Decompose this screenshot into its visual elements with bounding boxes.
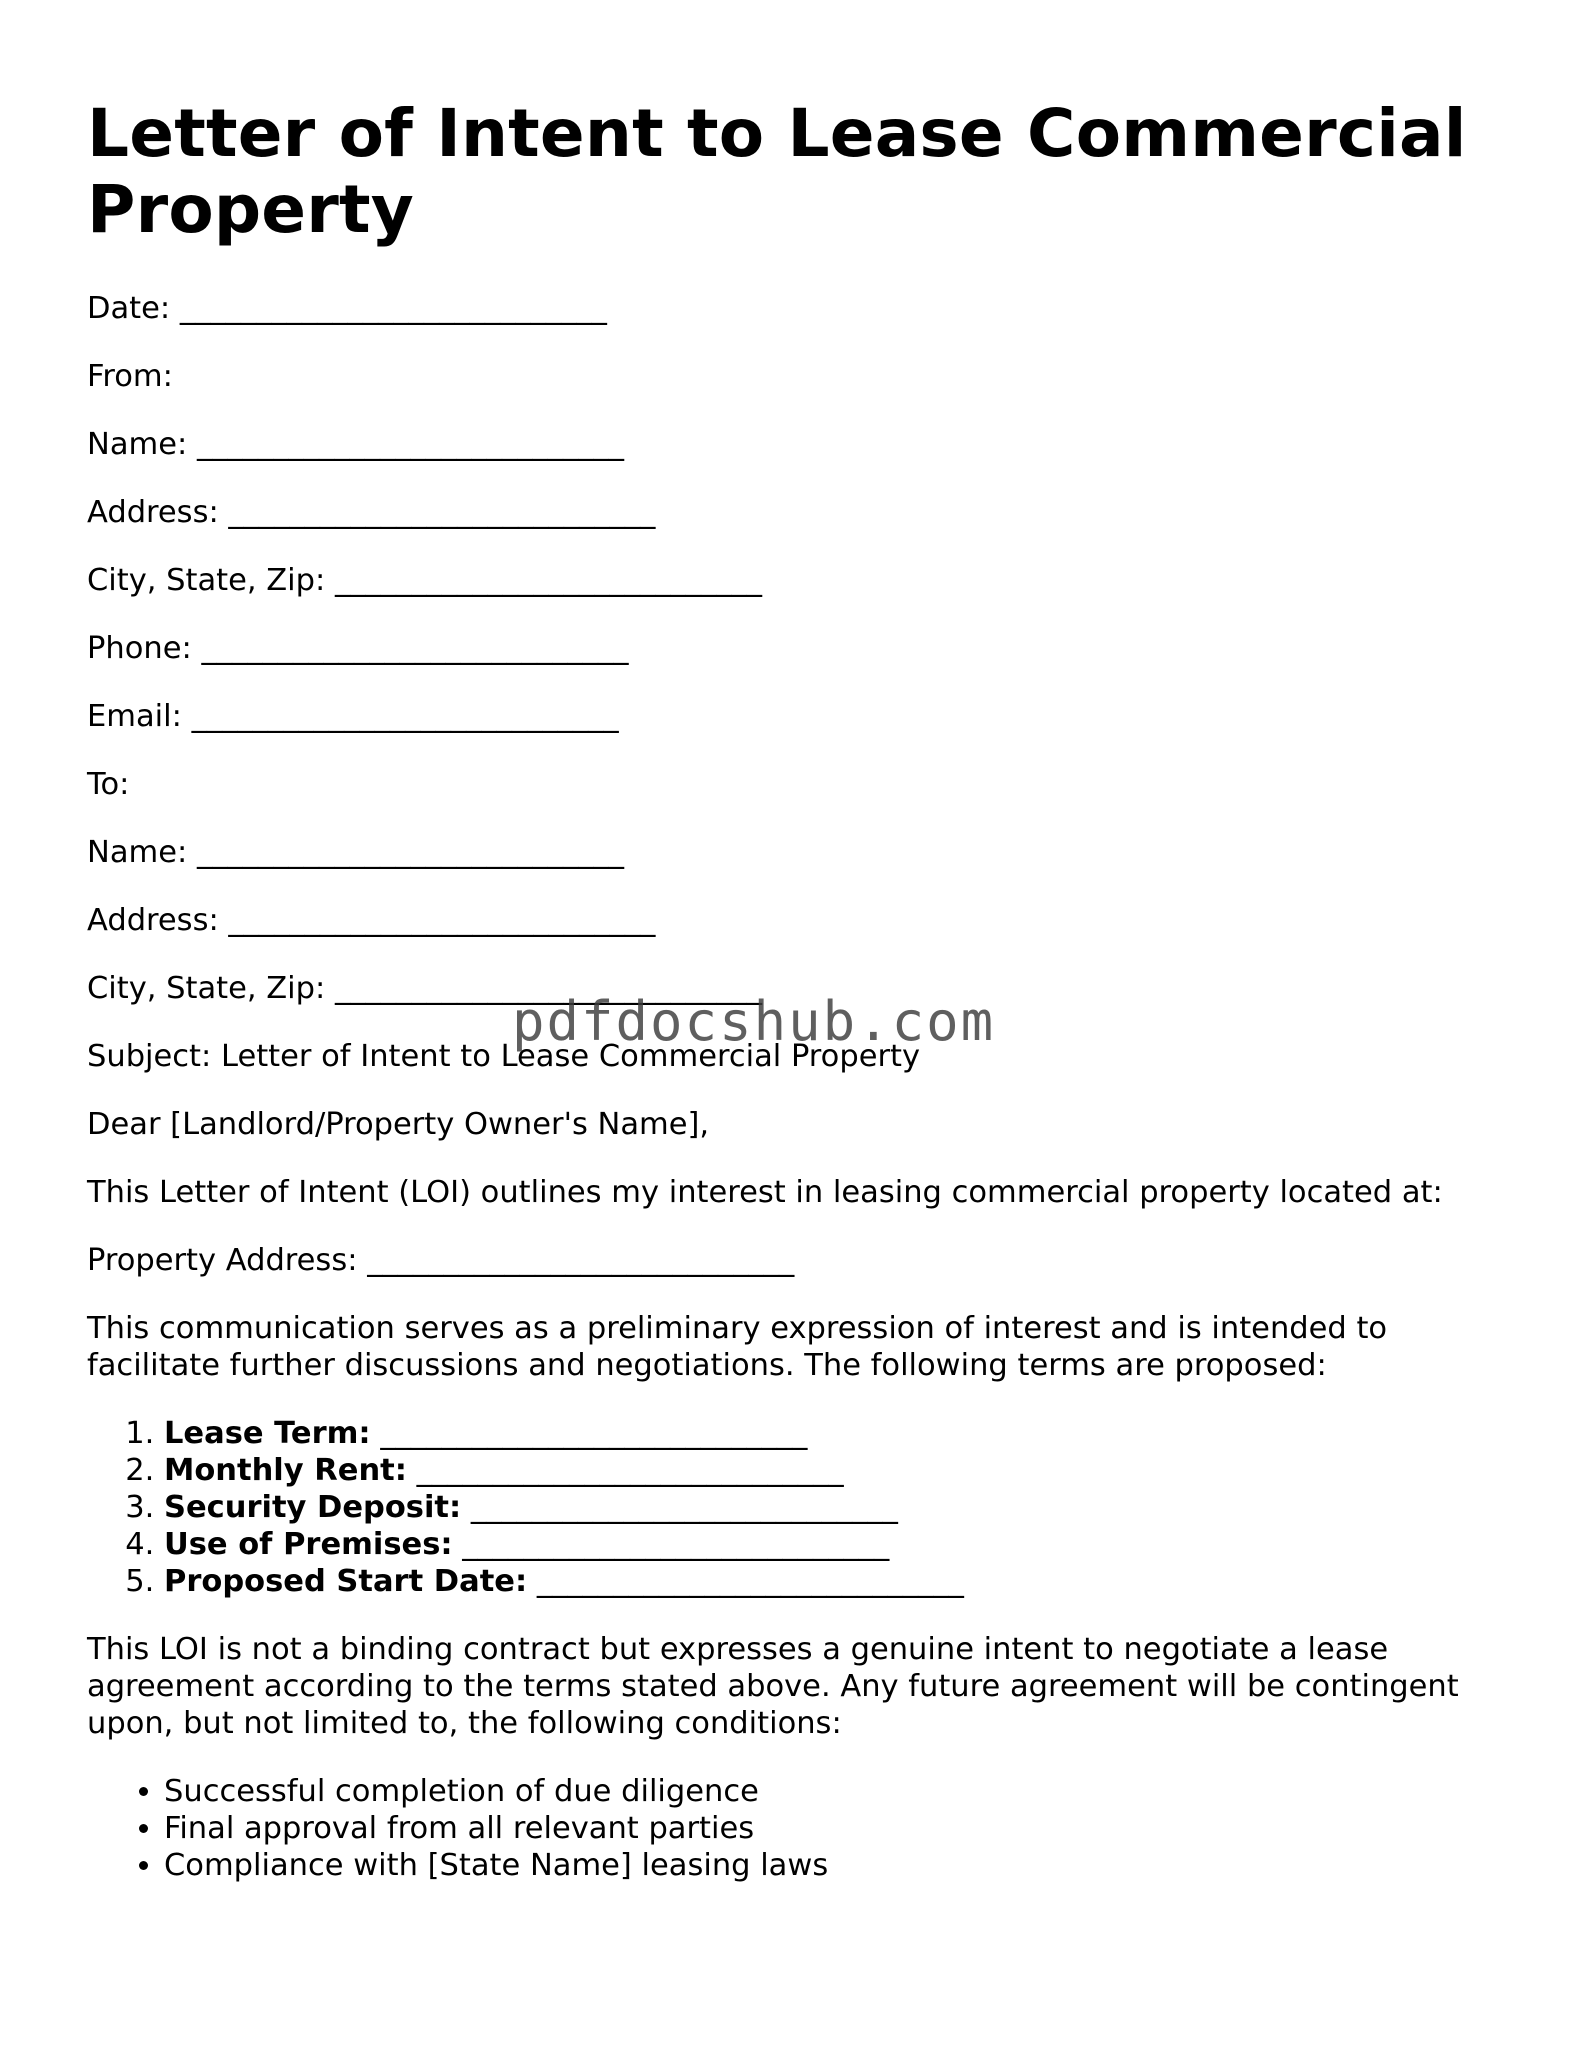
term-label: Security Deposit:	[164, 1490, 462, 1525]
from-phone-field: Phone: ____________________________	[87, 631, 629, 666]
disclaimer-paragraph: This LOI is not a binding contract but expresses a genuine intent to negotiate a lease agreement according to the terms stated above. Any future agreement will be contingent upon, but not limited to, the following conditions:	[87, 1632, 1459, 1741]
from-label: From:	[87, 359, 173, 394]
term-blank: ____________________________	[452, 1527, 890, 1562]
term-blank: ____________________________	[461, 1490, 898, 1525]
from-city-state-zip-field: City, State, Zip: ____________________________	[87, 563, 762, 598]
from-email-field: Email: ____________________________	[87, 699, 619, 734]
term-item	[164, 1489, 1507, 1526]
term-item	[164, 1563, 1507, 1600]
document-title: Letter of Intent to Lease Commercial Property	[87, 95, 1467, 248]
watermark: pdfdocshub.com	[512, 990, 996, 1053]
term-label: Use of Premises:	[164, 1527, 453, 1562]
term-label: Proposed Start Date:	[164, 1564, 528, 1599]
from-name-field: Name: ____________________________	[87, 427, 624, 462]
condition-item: • Successful completion of due diligence	[164, 1773, 1507, 1810]
condition-item: • Compliance with [State Name] leasing laws	[164, 1847, 1507, 1884]
from-address-field: Address: ____________________________	[87, 495, 656, 530]
to-label: To:	[87, 767, 130, 802]
term-item	[164, 1452, 1507, 1489]
intro-paragraph: This Letter of Intent (LOI) outlines my interest in leasing commercial property located at:	[87, 1175, 1443, 1210]
subject-line: Subject: Letter of Intent to Lease Commercial Property	[87, 1039, 921, 1074]
term-blank: ____________________________	[406, 1453, 844, 1488]
term-label: Monthly Rent:	[164, 1453, 407, 1488]
term-blank: ____________________________	[370, 1416, 808, 1451]
to-name-field: Name: ____________________________	[87, 835, 624, 870]
property-address-field: Property Address: ____________________________	[87, 1243, 795, 1278]
term-item	[164, 1526, 1507, 1563]
term-label: Lease Term:	[164, 1416, 371, 1451]
date-field: Date: ____________________________	[87, 291, 607, 326]
conditions-list	[87, 1773, 1507, 1884]
purpose-paragraph: This communication serves as a preliminary expression of interest and is intended to facilitate further discussions and negotiations. The following terms are proposed:	[87, 1311, 1388, 1383]
to-city-state-zip-field: City, State, Zip: ____________________________	[87, 971, 762, 1006]
term-blank: ____________________________	[527, 1564, 964, 1599]
term-item	[164, 1415, 1507, 1452]
salutation: Dear [Landlord/Property Owner's Name],	[87, 1107, 710, 1142]
to-address-field: Address: ____________________________	[87, 903, 656, 938]
proposed-terms-list	[87, 1415, 1507, 1600]
condition-item: • Final approval from all relevant parties	[164, 1810, 1507, 1847]
